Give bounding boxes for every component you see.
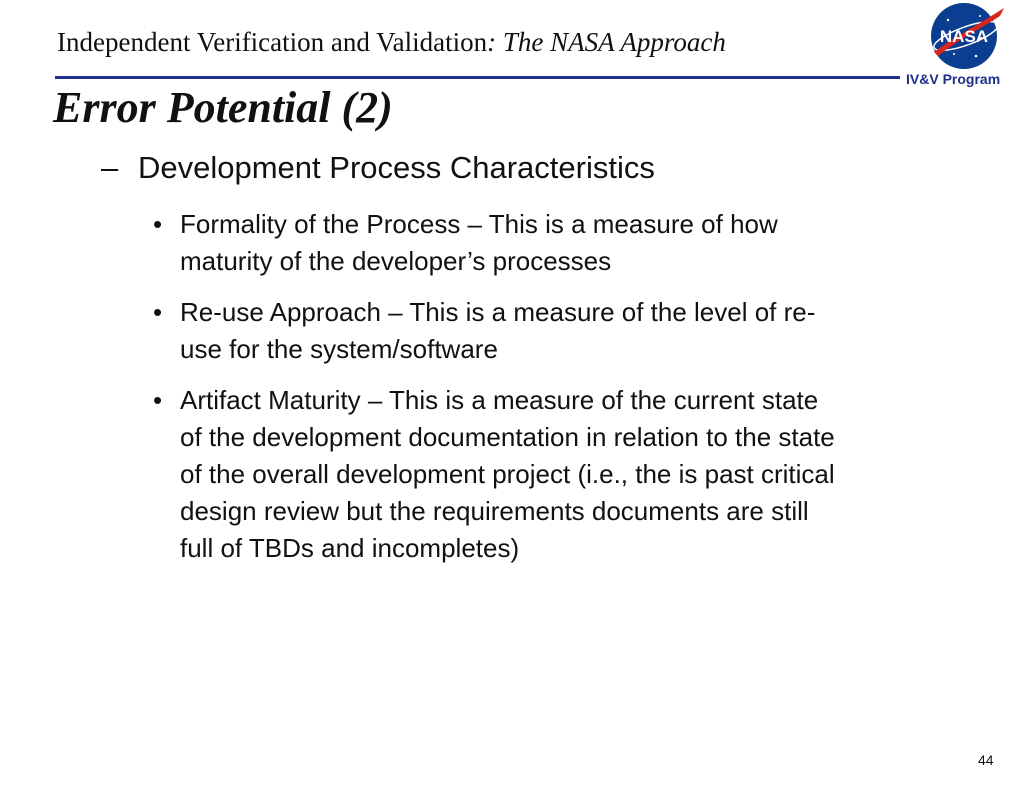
header-divider: [55, 76, 900, 79]
bullet-line: Formality of the Process – This is a measure of how: [180, 209, 778, 239]
bullet-line: use for the system/software: [180, 334, 498, 364]
sub-heading-text: Development Process Characteristics: [138, 150, 655, 185]
bullet-item: [153, 294, 973, 368]
bullet-glyph: •: [153, 385, 163, 415]
bullet-item: [153, 206, 973, 280]
slide-title: Error Potential (2): [53, 83, 393, 132]
bullet-line: full of TBDs and incompletes): [180, 533, 520, 563]
nasa-logo-text: NASA: [939, 27, 989, 46]
header-title-subtitle: : The NASA Approach: [487, 27, 726, 57]
bullet-line: design review but the requirements documents are still: [180, 496, 809, 526]
bullet-line: of the overall development project (i.e., the is past critical: [180, 459, 835, 489]
sub-heading-dash: –: [101, 150, 119, 185]
bullet-line: maturity of the developer’s processes: [180, 246, 612, 276]
nasa-logo-icon: [926, 0, 1006, 72]
page-number: 44: [978, 752, 994, 768]
program-label: IV&V Program: [906, 71, 1001, 87]
bullet-item: [153, 382, 973, 567]
header-title: [57, 27, 726, 58]
bullet-glyph: •: [153, 297, 163, 327]
bullet-line: Artifact Maturity – This is a measure of the current state: [180, 385, 819, 415]
header-title-main: Independent Verification and Validation: [57, 27, 488, 57]
bullet-list: [153, 206, 973, 581]
bullet-line: Re-use Approach – This is a measure of the level of re-: [180, 297, 816, 327]
bullet-glyph: •: [153, 209, 163, 239]
sub-heading: [101, 150, 655, 186]
bullet-line: of the development documentation in relation to the state: [180, 422, 835, 452]
